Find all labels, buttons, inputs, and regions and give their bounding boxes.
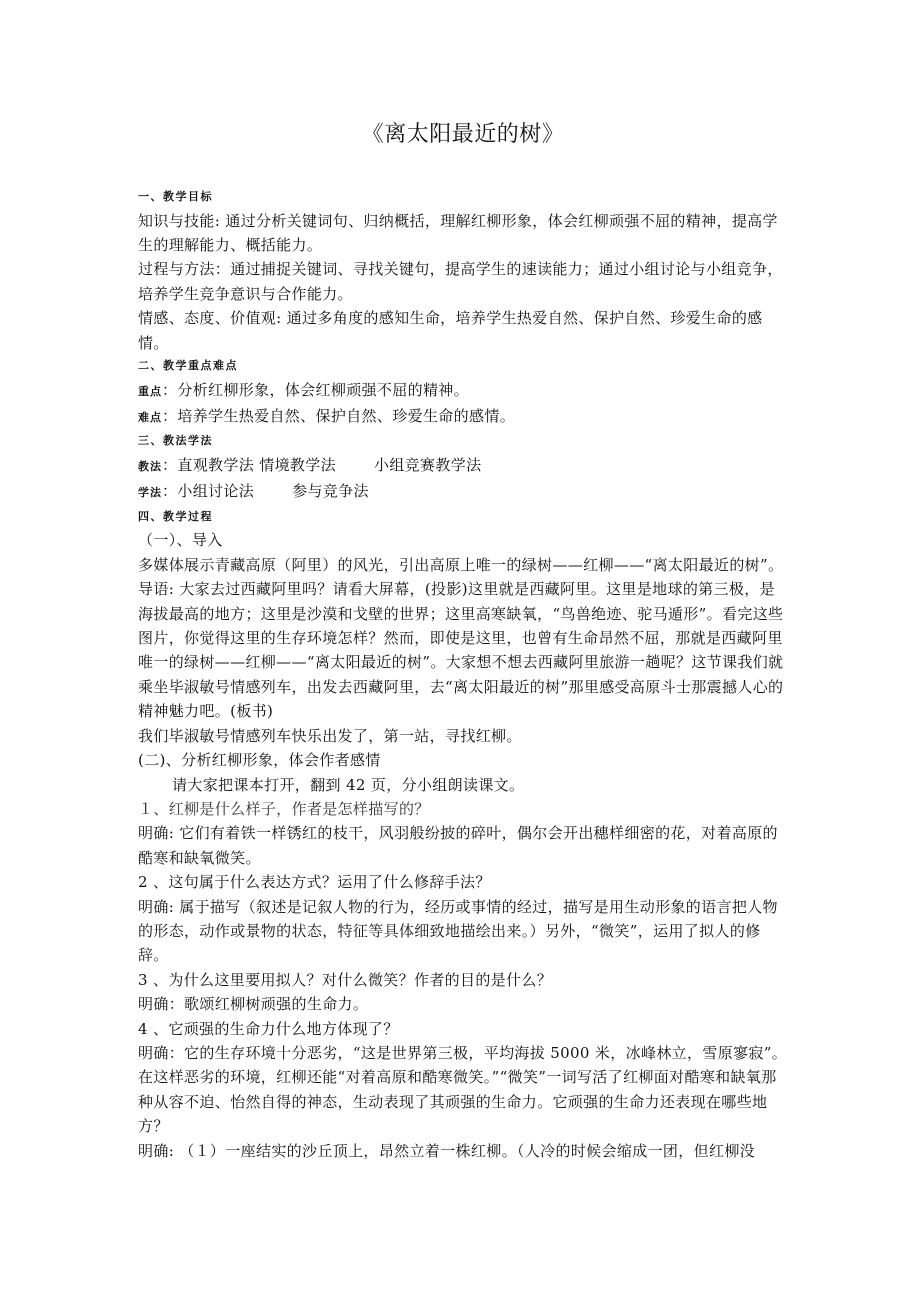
- question-3: 3 、为什么这里要用拟人？对什么微笑？作者的目的是什么？: [138, 970, 553, 989]
- paragraph-emotion-values: 情感、态度、价值观: 通过多角度的感知生命，培养学生热爱自然、保护自然、珍爱生命的感情。: [138, 309, 763, 352]
- question-2: 2 、这句属于什么表达方式？运用了什么修辞手法？: [138, 873, 491, 892]
- answer-4: 明确：它的生存环境十分恶劣，“这是世界第三极，平均海拔 5000 米，冰峰林立，雪原寥寂”。在这样恶劣的环境，红柳还能“对着高原和酷寒微笑。”“微笑”一词写活了红柳面对酷寒和缺氧那种从容不迫、怡然自得的神态，生动表现了其顽强的生命力。它顽强的生命力还表现在哪些地方？: [138, 1043, 788, 1136]
- section-heading-process: 四、教学过程: [138, 509, 213, 523]
- key-point-label: 重点: [138, 384, 162, 398]
- difficulty-text: ：培养学生热爱自然、保护自然、珍爱生命的感情。: [162, 407, 516, 426]
- question-1: １、红柳是什么样子，作者是怎样描写的？: [138, 799, 430, 818]
- answer-3: 明确：歌颂红柳树顽强的生命力。: [138, 995, 369, 1014]
- teaching-method-text-2: 小组竞赛教学法: [373, 456, 482, 475]
- teaching-method-line: [138, 453, 788, 479]
- learning-method-text: ：小组讨论法: [162, 482, 255, 501]
- learning-method-label: 学法: [138, 486, 162, 500]
- key-point-text: ：分析红柳形象，体会红柳顽强不屈的精神。: [162, 380, 470, 399]
- paragraph-process-methods: 过程与方法：通过捕捉关键词、寻找关键句，提高学生的速读能力；通过小组讨论与小组竞争，培养学生竞争意识与合作能力。: [138, 260, 783, 303]
- subheading-analysis: (二)、分析红柳形象，体会作者感情: [138, 751, 381, 770]
- paragraph-knowledge-skills: 知识与技能: 通过分析关键词句、归纳概括，理解红柳形象，体会红柳顽强不屈的精神，提高学生的理解能力、概括能力。: [138, 211, 778, 254]
- difficulty-line: [138, 404, 788, 430]
- paragraph-lead-in: 导语: 大家去过西藏阿里吗？请看大屏幕，(投影)这里就是西藏阿里。这里是地球的第三极，是海拔最高的地方；这里是沙漠和戈壁的世界；这里高寒缺氧，“鸟兽绝迹、驼马遁形”。看完这些图片，你觉得这里的生存环境怎样？然而，即使是这里，也曾有生命昂然不屈，那就是西藏阿里唯一的绿树——红柳——“离太阳最近的树”。大家想不想去西藏阿里旅游一趟呢？这节课我们就乘坐毕淑敏号情感列车，出发去西藏阿里，去“离太阳最近的树”那里感受高原斗士那震撼人心的精神魅力吧。(板书): [138, 580, 784, 721]
- answer-1: 明确: 它们有着铁一样锈红的枝干，风羽般纷披的碎叶，偶尔会开出穗样细密的花，对着高原的酷寒和缺氧微笑。: [138, 824, 778, 867]
- teaching-method-text: ：直观教学法 情境教学法: [162, 456, 336, 475]
- paragraph-multimedia: 多媒体展示青藏高原（阿里）的风光，引出高原上唯一的绿树——红柳——“离太阳最近的树”。: [138, 555, 784, 574]
- document-body: [138, 186, 788, 1163]
- paragraph-first-stop: 我们毕淑敏号情感列车快乐出发了，第一站，寻找红柳。: [138, 726, 522, 745]
- difficulty-label: 难点: [138, 411, 162, 425]
- teaching-method-label: 教法: [138, 460, 162, 474]
- learning-method-line: [138, 479, 788, 505]
- question-4: 4 、它顽强的生命力什么地方体现了？: [138, 1019, 399, 1038]
- answer-5: 明确: （１）一座结实的沙丘顶上，昂然立着一株红柳。（人冷的时候会缩成一团，但红柳没: [138, 1141, 756, 1160]
- document-title: 《离太阳最近的树》: [361, 122, 565, 147]
- answer-2: 明确: 属于描写（叙述是记叙人物的行为，经历或事情的经过，描写是用生动形象的语言把人物的形态，动作或景物的状态，特征等具体细致地描绘出来。）另外，“微笑”，运用了拟人的修辞。: [138, 897, 778, 965]
- subheading-introduction: （一）、导入: [138, 531, 223, 550]
- paragraph-open-textbook: 请大家把课本打开，翻到 42 页，分小组朗读课文。: [172, 775, 525, 794]
- learning-method-text-2: 参与竞争法: [292, 482, 369, 501]
- key-point-line: [138, 378, 788, 404]
- section-heading-methods: 三、教法学法: [138, 434, 213, 448]
- section-heading-objectives: 一、教学目标: [138, 190, 213, 203]
- section-heading-key-points: 二、教学重点难点: [138, 359, 238, 373]
